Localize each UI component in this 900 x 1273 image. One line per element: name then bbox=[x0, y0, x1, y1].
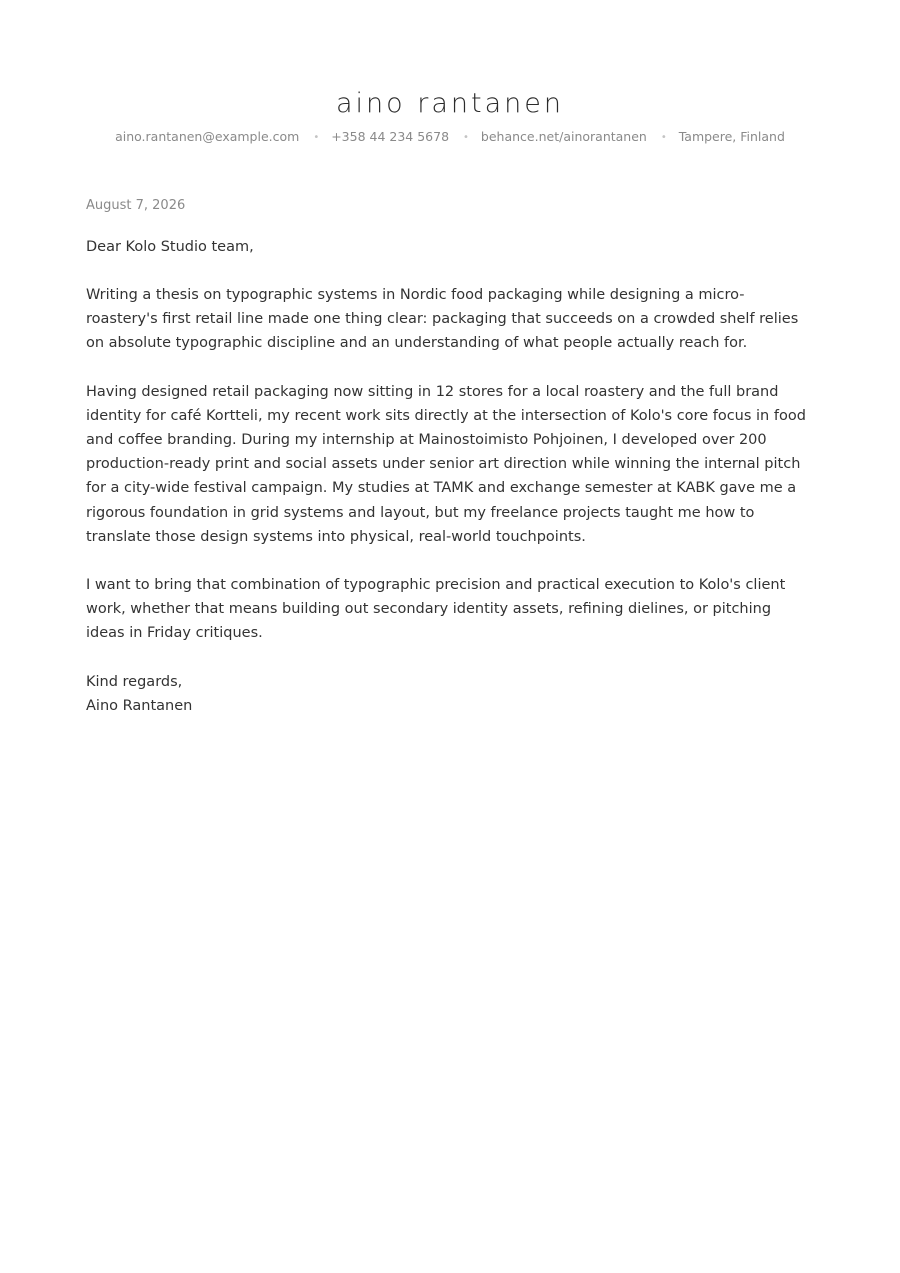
letter-closing: Kind regards, bbox=[86, 673, 183, 690]
contact-email: aino.rantanen@example.com bbox=[115, 129, 300, 144]
contact-separator: • bbox=[313, 132, 320, 143]
applicant-name: aino rantanen bbox=[336, 88, 564, 119]
contact-separator: • bbox=[463, 132, 469, 143]
contact-phone: +358 44 234 5678 bbox=[331, 129, 450, 144]
letter-paragraph-2: Having designed retail packaging now sitting in 12 stores for a local roastery and the full brand identity for café Kortteli, my recent work sits directly at the intersection of Kolo's core focus in food and coffee branding. During my internship at Mainostoimisto Pohjoinen, I developed over 200 production-ready print and social assets under senior art direction while winning the internal pitch for a city-wide festival campaign. My studies at TAMK and exchange semester at KABK gave me a rigorous foundation in grid systems and layout, but my freelance projects taught me how to translate those design systems into physical, real-world touchpoints. bbox=[86, 383, 806, 545]
contact-location: Tampere, Finland bbox=[678, 129, 785, 144]
contact-portfolio: behance.net/ainorantanen bbox=[480, 129, 647, 144]
letter-closing-block bbox=[86, 670, 814, 718]
contact-line bbox=[86, 128, 814, 147]
letter-paragraph-3: I want to bring that combination of typographic precision and practical execution to Kolo's client work, whether that means building out secondary identity assets, refining dielines, or pitching ideas in Friday critiques. bbox=[86, 577, 786, 642]
letter-salutation: Dear Kolo Studio team, bbox=[86, 239, 254, 255]
letter-date: August 7, 2026 bbox=[86, 198, 186, 213]
letter-header bbox=[86, 0, 814, 147]
letter-paragraph-1: Writing a thesis on typographic systems in Nordic food packaging while designing a micro-roastery's first retail line made one thing clear: packaging that succeeds on a crowded shelf relies on absolute typographic discipline and an understanding of what people actually reach for. bbox=[86, 287, 799, 352]
letter-signature: Aino Rantanen bbox=[86, 697, 193, 714]
contact-separator: • bbox=[660, 132, 667, 143]
